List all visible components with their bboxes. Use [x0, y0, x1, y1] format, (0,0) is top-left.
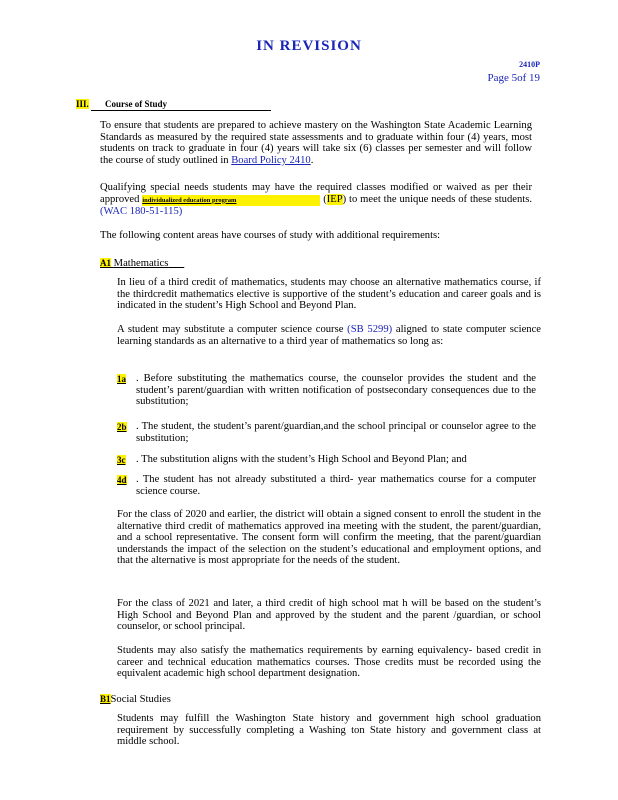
- list-item-2b: . The student, the student’s parent/guardian,and the school principal or counselor agree to the substitution;: [136, 421, 536, 444]
- list-item-1a: . Before substituting the mathematics course, the counselor provides the student and the student’s parent/guardian with written notification of postsecondary consequences due to the substitution;: [136, 373, 536, 408]
- section-heading: [76, 99, 271, 111]
- board-policy-link[interactable]: Board Policy 2410: [231, 154, 311, 166]
- math-heading: A1 Mathematics: [100, 258, 169, 269]
- page-number: Page 5of 19: [487, 72, 540, 84]
- policy-number: 2410P: [519, 60, 540, 69]
- list-item-3c: . The substitution aligns with the student’s High School and Beyond Plan; and: [136, 454, 467, 465]
- social-paragraph-1: Students may fulfill the Washington State history and government high school graduation requirement by successfully completing a Washing ton State history and government class at middle school.: [117, 713, 541, 748]
- intro-paragraph-1: To ensure that students are prepared to achieve mastery on the Washington State Academic Learning Standards as measured by the required state assessments and to graduate within four (4) years, most students on track to graduate in four (4) years will take six (6) classes per semester and will follow the course of study outlined in Board Policy 2410.: [100, 120, 532, 166]
- iep-text: IEP: [326, 193, 343, 205]
- section-title: Course of Study: [105, 99, 168, 109]
- intro-paragraph-2: Qualifying special needs students may have the required classes modified or waived as per their approved individualized education program (IEP) to meet the unique needs of these students. (WAC 180-51-115): [100, 182, 532, 218]
- list-item-4d: . The student has not already substituted a third- year mathematics course for a computer science course.: [136, 474, 536, 497]
- intro-paragraph-3: The following content areas have courses of study with additional requirements:: [100, 230, 441, 241]
- item-4d-marker: 4d: [117, 475, 127, 485]
- item-2b-marker: 2b: [117, 422, 127, 432]
- section-number: III.: [76, 99, 89, 109]
- math-paragraph-2: A student may substitute a computer science course (SB 5299) aligned to state computer science learning standards as an alternative to a third year of mathematics so long as:: [117, 324, 541, 347]
- sb-5299-link[interactable]: (SB 5299): [347, 324, 393, 335]
- item-1a-marker: 1a: [117, 374, 126, 384]
- math-paragraph-3: For the class of 2020 and earlier, the district will obtain a signed consent to enroll the student in the alternative third credit of mathematics approved ina meeting with the student, the parent/guardian, and a school representative. The consent form will confirm the meeting, that the parent/guardian understands the impact of the selection on the student’s educational and employment options, and that the alternative is most appropriate for the needs of the student.: [117, 509, 541, 567]
- social-marker: B1: [100, 694, 111, 704]
- item-3c-marker: 3c: [117, 455, 126, 465]
- math-paragraph-5: Students may also satisfy the mathematics requirements by earning equivalency- based credit in career and technical education mathematics courses. Those credits must be recorded using the equivalent academic high school department designation.: [117, 645, 541, 680]
- math-paragraph-1: In lieu of a third credit of mathematics, students may choose an alternative mathematics course, if the thirdcredit mathematics elective is supportive of the student’s education and career goals and is indicated in the student’s High School and Beyond Plan.: [117, 277, 541, 312]
- math-paragraph-4: For the class of 2021 and later, a third credit of high school mat h will be based on the student’s High School and Beyond Plan and approved by the student and the parent /guardian, or school counselor, or school principal.: [117, 598, 541, 633]
- inserted-text: individualized education program: [142, 195, 320, 207]
- wac-link[interactable]: (WAC 180-51-115): [100, 206, 183, 218]
- revision-title: IN REVISION: [256, 38, 362, 54]
- social-studies-heading: B1Social Studies: [100, 694, 171, 705]
- math-marker: A1: [100, 258, 111, 268]
